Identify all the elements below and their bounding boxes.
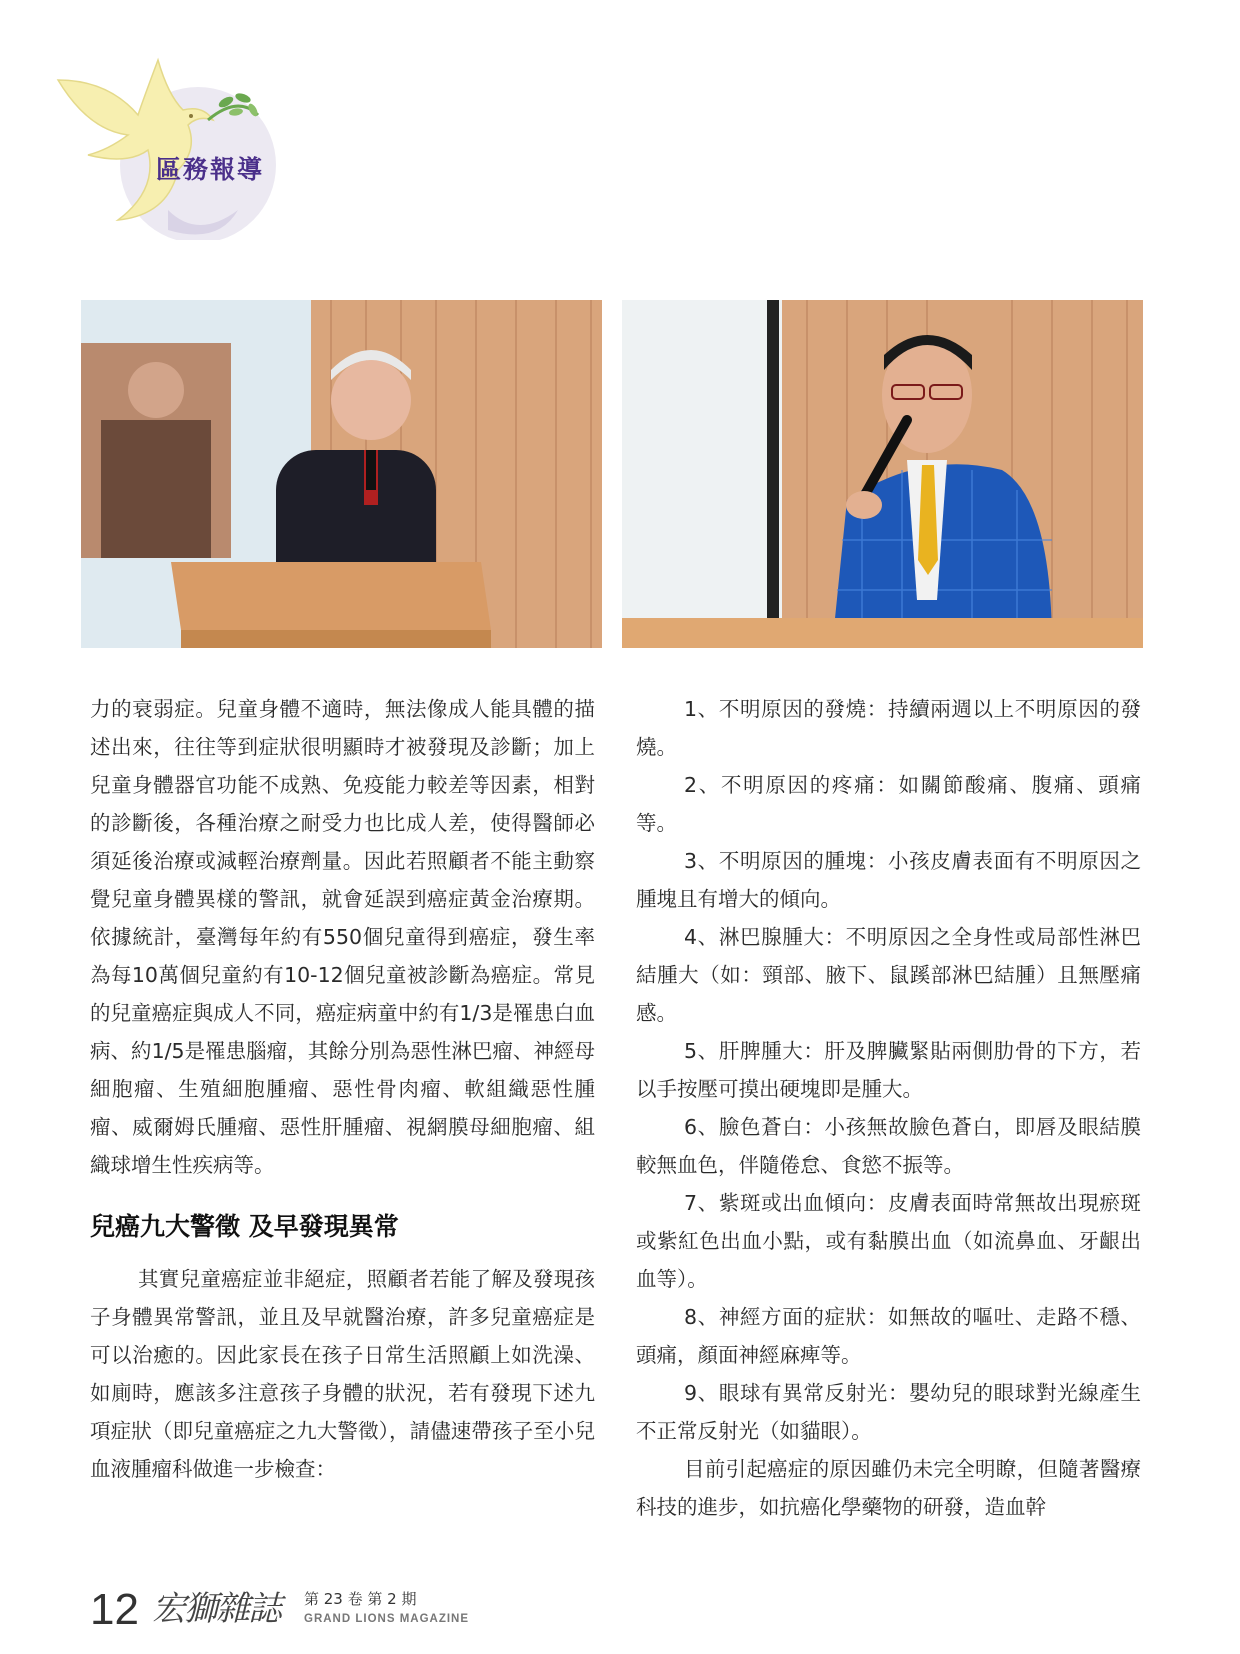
magazine-logo: 宏獅雜誌	[152, 1589, 280, 1629]
warning-sign-item: 7、紫斑或出血傾向：皮膚表面時常無故出現瘀斑或紫紅色出血小點，或有黏膜出血（如流鼻血、牙齦出血等）。	[636, 1191, 1141, 1291]
page-number: 12	[90, 1585, 139, 1634]
magazine-english-name: GRAND LIONS MAGAZINE	[304, 1613, 470, 1625]
page-footer	[90, 1585, 490, 1645]
section-logo	[48, 40, 288, 240]
article-right-column	[636, 690, 1141, 1526]
article-left-column	[90, 690, 595, 1488]
issue-label: 第 23 卷 第 2 期	[304, 1590, 417, 1608]
warning-sign-item: 8、神經方面的症狀：如無故的嘔吐、走路不穩、頭痛，顏面神經麻痺等。	[636, 1305, 1141, 1367]
warning-sign-item: 3、不明原因的腫塊：小孩皮膚表面有不明原因之腫塊且有增大的傾向。	[636, 849, 1141, 911]
body-paragraph: 目前引起癌症的原因雖仍未完全明瞭，但隨著醫療科技的進步，如抗癌化學藥物的研發，造血幹	[636, 1457, 1141, 1519]
body-paragraph: 其實兒童癌症並非絕症，照顧者若能了解及發現孩子身體異常警訊，並且及早就醫治療，許多兒童癌症是可以治癒的。因此家長在孩子日常生活照顧上如洗澡、如廁時，應該多注意孩子身體的狀況，若有發現下述九項症狀（即兒童癌症之九大警徵），請儘速帶孩子至小兒血液腫瘤科做進一步檢查：	[90, 1267, 595, 1481]
warning-sign-item: 9、眼球有異常反射光：嬰幼兒的眼球對光線產生不正常反射光（如貓眼）。	[636, 1381, 1141, 1443]
warning-sign-item: 6、臉色蒼白：小孩無故臉色蒼白，即唇及眼結膜較無血色，伴隨倦怠、食慾不振等。	[636, 1115, 1141, 1177]
warning-sign-item: 4、淋巴腺腫大：不明原因之全身性或局部性淋巴結腫大（如：頸部、腋下、鼠蹊部淋巴結腫）且無壓痛感。	[636, 925, 1141, 1025]
warning-sign-item: 1、不明原因的發燒：持續兩週以上不明原因的發燒。	[636, 697, 1141, 759]
section-title: 區務報導	[156, 155, 265, 184]
body-paragraph: 力的衰弱症。兒童身體不適時，無法像成人能具體的描述出來，往往等到症狀很明顯時才被發現及診斷；加上兒童身體器官功能不成熟、免疫能力較差等因素，相對的診斷後，各種治療之耐受力也比成人差，使得醫師必須延後治療或減輕治療劑量。因此若照顧者不能主動察覺兒童身體異樣的警訊，就會延誤到癌症黃金治療期。依據統計，臺灣每年約有550個兒童得到癌症，發生率為每10萬個兒童約有10-12個兒童被診斷為癌症。常見的兒童癌症與成人不同，癌症病童中約有1/3是罹患白血病、約1/5是罹患腦瘤，其餘分別為惡性淋巴瘤、神經母細胞瘤、生殖細胞腫瘤、惡性骨肉瘤、軟組織惡性腫瘤、威爾姆氏腫瘤、惡性肝腫瘤、視網膜母細胞瘤、組織球增生性疾病等。	[90, 697, 595, 1177]
warning-sign-item: 2、不明原因的疼痛：如關節酸痛、腹痛、頭痛等。	[636, 773, 1141, 835]
speaker-with-microphone-photo	[622, 300, 1143, 648]
speaker-at-podium-photo	[81, 300, 602, 648]
section-heading: 兒癌九大警徵 及早發現異常	[90, 1212, 399, 1241]
warning-sign-item: 5、肝脾腫大：肝及脾臟緊貼兩側肋骨的下方，若以手按壓可摸出硬塊即是腫大。	[636, 1039, 1141, 1101]
dove-icon	[48, 40, 288, 240]
